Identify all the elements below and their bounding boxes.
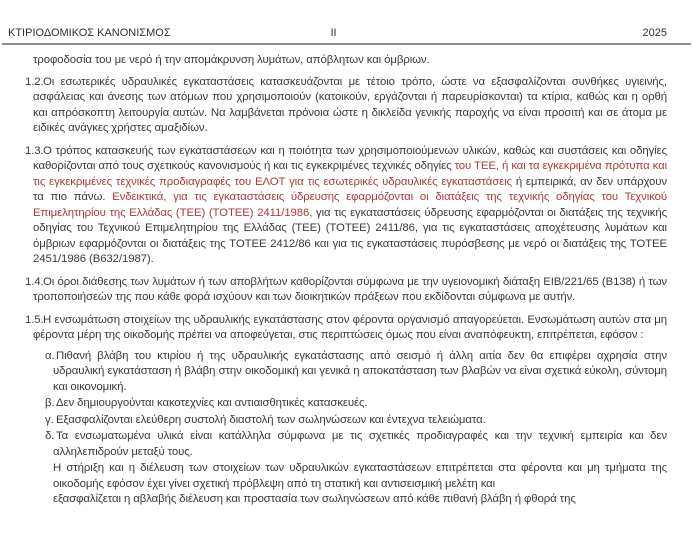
text-segment: Οι εσωτερικές υδραυλικές εγκαταστάσεις κατασκευάζονται με τέτοιο τρόπο, ώστε να εξασφαλίζονται συνθήκες υγιεινής, ασφάλειας και άνεσης των ατόμων που χρησιμοποιούν (κατοικούν, εργάζονται ή παρευρίσκονται) τα κτίρια, καθώς και η ορθή και απρόσκοπτη λειτουργία αυτών. Να λαμβάνεται πρόνοια ώστε η δικλείδα γενικής παροχής να είναι προσιτή και σε άτομα με ειδικές ανάγκες χρήστες αμαξιδίων. [33,75,667,134]
text-segment: τροφοδοσία του με νερό ή την απομάκρυνση λυμάτων, απόβλητων και όμβριων. [33,54,430,66]
header-document-title: ΚΤΙΡΙΟΔΟΜΙΚΟΣ ΚΑΝΟΝΙΣΜΟΣ [8,27,171,39]
paragraph [45,396,667,412]
header-rule [2,43,691,45]
paragraph [45,413,667,429]
red-text-segment: του ΤΕΕ, ή και τα εγκεκριμένα πρότυπα και τις εγκεκριμένες τεχνικές προδιαγραφές του ΕΛΟΤ για τις εσωτερικές υδραυλικές εγκαταστάσεις [33,160,667,188]
paragraph [45,429,667,460]
text-segment: για τις εγκαταστάσεις ύδρευσης εφαρμόζονται οι διατάξεις της τεχνικής οδηγίας του Τεχνικού Επιμελητηρίου της Ελλάδας (ΤΕΕ) (ΤΟΤΕΕ) 2411/86, για τις εγκαταστάσεις αποχέτευσης λυμάτων και όμβριων εφαρμόζονται οι διατάξεις της ΤΟΤΕΕ 2412/86 και για τις εγκαταστάσεις πυρόσβεσης με νερό οι διατάξεις της ΤΟΤΕΕ 2451/1986 (Β632/1987). [33,206,667,265]
paragraph-label: α. [45,349,55,362]
header-section-number: II [330,27,337,39]
text-segment: εξασφαλίζεται η αβλαβής διέλευση και προστασία των σωληνώσεων από κάθε πιθανή βλάβη ή φθορά της [53,493,576,505]
text-segment: Τα ενσωματωμένα υλικά είναι κατάλληλα σύμφωνα με τις σχετικές προδιαγραφές και την τεχνική εμπειρία και δεν αλληλεπιδρούν μεταξύ τους. [53,430,667,458]
paragraph-label: 1.2. [25,75,44,88]
paragraph [33,53,667,69]
paragraph [25,144,667,268]
paragraph [45,349,667,396]
paragraph-label: 1.5. [25,313,44,326]
paragraph-label: 1.3. [25,144,44,157]
paragraph [25,75,667,137]
text-segment: Εξασφαλίζονται ελεύθερη συστολή διαστολή των σωληνώσεων και έντεχνα τελειώματα. [56,413,486,426]
paragraph-label: δ. [45,430,55,442]
text-segment: ή εμπειρικά, αν δεν υπάρχουν τα πιο πάνω. [33,175,667,203]
paragraph [25,275,667,306]
paragraph [53,461,667,492]
red-text-segment: Ενδεικτικά, για τις εγκαταστάσεις ύδρευσης εφαρμόζονται οι διατάξεις της τεχνικής οδηγίας του Τεχνικού Επιμελητηρίου της Ελλάδας (ΤΕΕ) (ΤΟΤΕΕ) 2411/1986, [33,191,667,219]
clipped-line [53,492,667,508]
paragraph-label: 1.4. [25,275,44,288]
paragraph [25,313,667,344]
page-header [0,0,693,45]
text-segment: Η στήριξη και η διέλευση των στοιχείων των υδραυλικών εγκαταστάσεων επιτρέπεται στα φέροντα και μη τμήματα της οικοδομής εφόσον έχει γίνει σχετική πρόβλεψη από τη στατική και αντισεισμική μελέτη και [53,462,667,490]
text-segment: Πιθανή βλάβη του κτιρίου ή της υδραυλικής εγκατάστασης από σεισμό ή άλλη αιτία δεν θα επιφέρει αχρησία στην υδραυλική εγκατάσταση ή βλάβη στην οικοδομική και γενικά η αποκατάσταση των βλαβών να είναι σχετικά εύκολη, σύντομη και οικονομική. [53,349,667,393]
header-year: 2025 [642,27,667,39]
text-segment: Δεν δημιουργούνται κακοτεχνίες και αντιαισθητικές κατασκευές. [56,397,368,409]
paragraph-label: β. [45,397,55,409]
document-body [0,45,693,508]
paragraph-label: γ. [45,413,54,426]
text-segment: Η ενσωμάτωση στοιχείων της υδραυλικής εγκατάστασης στον φέροντα οργανισμό απαγορεύεται. Ενσωμάτωση αυτών στα μη φέροντα μέρη της οικοδομής πρέπει να αποφεύγεται, στις περιπτώσεις όμως που είναι αναπόφευκτη, επιτρέπεται, εφόσον : [33,313,667,341]
text-segment: Οι όροι διάθεσης των λυμάτων ή των αποβλήτων καθορίζονται σύμφωνα με την υγειονομική διάταξη ΕΙΒ/221/65 (Β138) ή των τροποποιήσεών της που κάθε φορά ισχύουν και των διοικητικών πράξεων που εκδίδονται σύμφωνα με αυτήν. [33,275,667,303]
text-segment: Ο τρόπος κατασκευής των εγκαταστάσεων και η ποιότητα των χρησιμοποιούμενων υλικών, καθώς και συστάσεις και οδηγίες καθορίζονται από τους σχετικούς κανονισμούς ή και τις εγκεκριμένες τεχνικές οδηγίες [33,144,667,172]
